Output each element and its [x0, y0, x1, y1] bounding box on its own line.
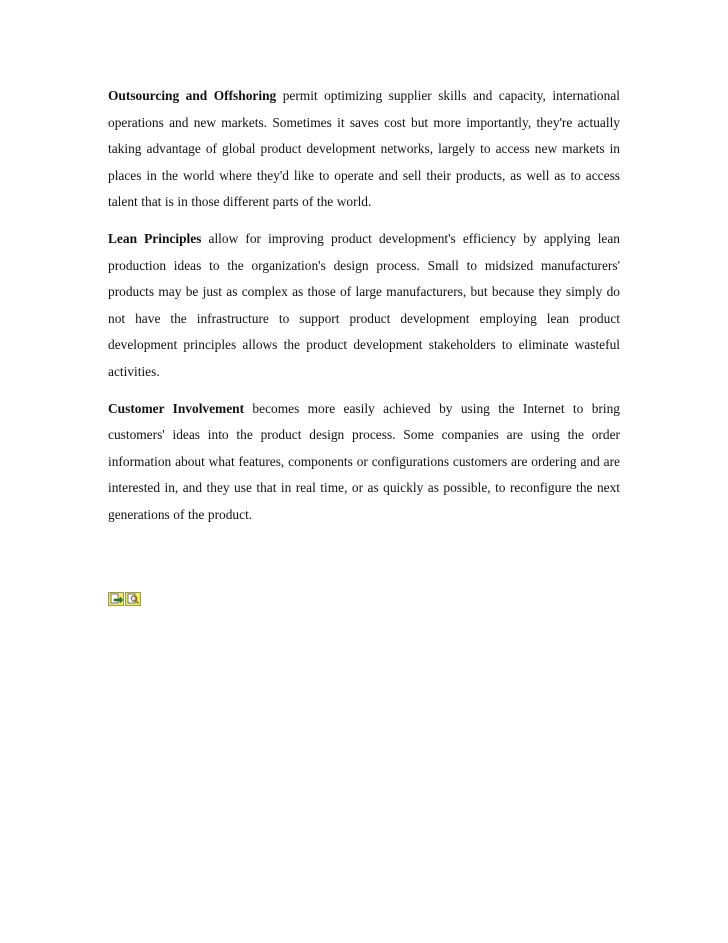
term-lean-principles: Lean Principles — [108, 230, 202, 246]
paragraph-lean-text: allow for improving product development's efficiency by applying lean production ideas to the organization's design process. Small to midsized manufacturers' products may be just as complex as those of large manufacturers, but because they simply do not have the infrastructure to support product development employing lean product development principles allows the product development stakeholders to eliminate wasteful activities. — [108, 230, 620, 379]
document-arrow-icon[interactable] — [108, 592, 124, 606]
paragraph-customer-text: becomes more easily achieved by using the Internet to bring customers' ideas into the product design process. Some companies are using the order information about what features, components or configurations customers are ordering and are interested in, and they use that in real time, or as quickly as possible, to reconfigure the next generations of the product. — [108, 400, 620, 522]
term-outsourcing: Outsourcing and Offshoring — [108, 88, 277, 103]
paragraph-customer — [108, 396, 620, 529]
paragraph-outsourcing-text: permit optimizing supplier skills and capacity, international operations and new markets. Sometimes it saves cost but more importantly, they're actually taking advantage of global product development networks, largely to access new markets in places in the world where they'd like to operate and sell their products, as well as to access talent that is in those different parts of the world. — [108, 88, 620, 210]
document-search-icon[interactable] — [125, 592, 141, 606]
document-body — [108, 83, 620, 539]
paragraph-lean — [108, 226, 620, 386]
inline-icons — [108, 592, 141, 607]
paragraph-outsourcing — [108, 83, 620, 216]
term-customer-involvement: Customer Involvement — [108, 400, 245, 416]
